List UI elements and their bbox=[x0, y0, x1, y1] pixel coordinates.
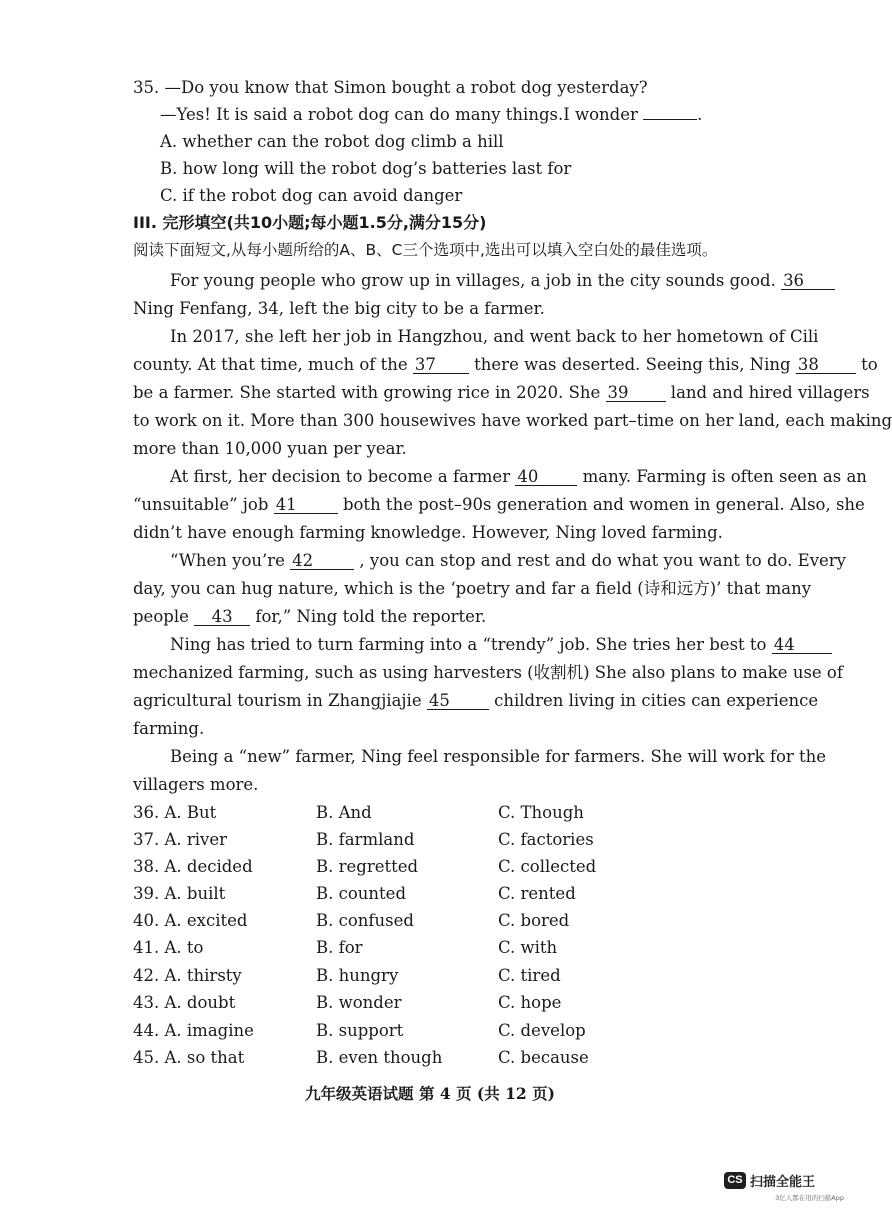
q35-option-b: B. how long will the robot dog’s batteries last for bbox=[160, 159, 572, 178]
watermark-tagline: 3亿人都在用的扫描App bbox=[775, 1194, 844, 1202]
passage-line: Ning has tried to turn farming into a “trendy” job. She tries her best to 44 bbox=[170, 635, 782, 655]
section-instruction: 阅读下面短文,从每小题所给的A、B、C三个选项中,选出可以填入空白处的最佳选项。 bbox=[133, 241, 718, 259]
choice-43-b: B. wonder bbox=[316, 993, 402, 1012]
passage-line: “When you’re 42 , you can stop and rest and do what you want to do. Every bbox=[170, 551, 846, 570]
blank-44: 44 bbox=[772, 636, 832, 654]
passage-line: “unsuitable” job 41 both the post–90s generation and women in general. Also, she bbox=[133, 495, 865, 514]
blank-41: 41 bbox=[274, 496, 338, 514]
passage-line: to work on it. More than 300 housewives have worked part–time on her land, each making bbox=[133, 411, 892, 430]
q35-reply: —Yes! It is said a robot dog can do many things.I wonder . bbox=[160, 105, 703, 124]
choice-36-a: 36. A. But bbox=[133, 803, 217, 822]
passage-line: mechanized farming, such as using harvesters (收割机) She also plans to make use of bbox=[133, 663, 843, 682]
choice-44-a: 44. A. imagine bbox=[133, 1021, 254, 1040]
passage-line: At first, her decision to become a farmer 40 many. Farming is often seen as an bbox=[170, 467, 867, 486]
choice-37-a: 37. A. river bbox=[133, 830, 228, 849]
choice-39-a: 39. A. built bbox=[133, 884, 226, 903]
blank-45: 45 bbox=[427, 692, 489, 710]
choice-38-a: 38. A. decided bbox=[133, 857, 253, 876]
choice-43-a: 43. A. doubt bbox=[133, 993, 236, 1012]
blank-36: 36 bbox=[781, 272, 835, 290]
camscanner-logo-icon: CS bbox=[724, 1172, 746, 1189]
section-title: III. 完形填空(共10小题;每小题1.5分,满分15分) bbox=[133, 213, 487, 232]
choice-45-c: C. because bbox=[498, 1048, 589, 1067]
choice-40-b: B. confused bbox=[316, 911, 414, 930]
choice-40-a: 40. A. excited bbox=[133, 911, 248, 930]
choice-38-b: B. regretted bbox=[316, 857, 419, 876]
passage-line: In 2017, she left her job in Hangzhou, and went back to her hometown of Cili bbox=[170, 327, 819, 346]
choice-37-b: B. farmland bbox=[316, 830, 415, 849]
passage-line: didn’t have enough farming knowledge. However, Ning loved farming. bbox=[133, 523, 723, 542]
answer-blank bbox=[643, 119, 697, 120]
choice-44-b: B. support bbox=[316, 1021, 404, 1040]
passage-line: For young people who grow up in villages, a job in the city sounds good. 36 bbox=[170, 271, 782, 291]
passage-line: agricultural tourism in Zhangjiajie 45 children living in cities can experience bbox=[133, 691, 819, 710]
choice-40-c: C. bored bbox=[498, 911, 570, 930]
page-footer: 九年级英语试题 第 4 页 (共 12 页) bbox=[305, 1084, 555, 1103]
passage-line: people 43 for,” Ning told the reporter. bbox=[133, 607, 487, 626]
blank-37: 37 bbox=[413, 356, 469, 374]
choice-36-c: C. Though bbox=[498, 803, 584, 822]
choice-41-a: 41. A. to bbox=[133, 938, 204, 957]
choice-42-b: B. hungry bbox=[316, 966, 399, 985]
blank-38: 38 bbox=[796, 356, 856, 374]
choice-43-c: C. hope bbox=[498, 993, 562, 1012]
q35-option-a: A. whether can the robot dog climb a hill bbox=[160, 132, 504, 151]
blank-39: 39 bbox=[606, 384, 666, 402]
passage-line: county. At that time, much of the 37 there was deserted. Seeing this, Ning 38 to bbox=[133, 355, 878, 374]
scanner-watermark bbox=[724, 1172, 844, 1202]
passage-line: farming. bbox=[133, 719, 205, 738]
choice-41-b: B. for bbox=[316, 938, 363, 957]
passage-line: villagers more. bbox=[133, 775, 259, 794]
choice-42-a: 42. A. thirsty bbox=[133, 966, 242, 985]
choice-45-a: 45. A. so that bbox=[133, 1048, 245, 1067]
passage-line: be a farmer. She started with growing rice in 2020. She 39 land and hired villagers bbox=[133, 383, 870, 402]
choice-39-b: B. counted bbox=[316, 884, 407, 903]
passage-line: more than 10,000 yuan per year. bbox=[133, 439, 407, 458]
q35-stem: 35. —Do you know that Simon bought a robot dog yesterday? bbox=[133, 78, 648, 97]
choice-38-c: C. collected bbox=[498, 857, 597, 876]
choice-44-c: C. develop bbox=[498, 1021, 586, 1040]
blank-43: 43 bbox=[194, 608, 250, 626]
q35-option-c: C. if the robot dog can avoid danger bbox=[160, 186, 463, 205]
blank-40: 40 bbox=[515, 468, 577, 486]
blank-42: 42 bbox=[290, 552, 354, 570]
passage-line: day, you can hug nature, which is the ‘poetry and far a field (诗和远方)’ that many bbox=[133, 579, 812, 598]
choice-42-c: C. tired bbox=[498, 966, 561, 985]
choice-45-b: B. even though bbox=[316, 1048, 443, 1067]
choice-37-c: C. factories bbox=[498, 830, 594, 849]
choice-36-b: B. And bbox=[316, 803, 372, 822]
passage-line: Ning Fenfang, 34, left the big city to be a farmer. bbox=[133, 299, 545, 318]
passage-line: Being a “new” farmer, Ning feel responsible for farmers. She will work for the bbox=[170, 747, 827, 766]
choice-41-c: C. with bbox=[498, 938, 558, 957]
choice-39-c: C. rented bbox=[498, 884, 576, 903]
watermark-name: 扫描全能王 bbox=[750, 1175, 816, 1190]
